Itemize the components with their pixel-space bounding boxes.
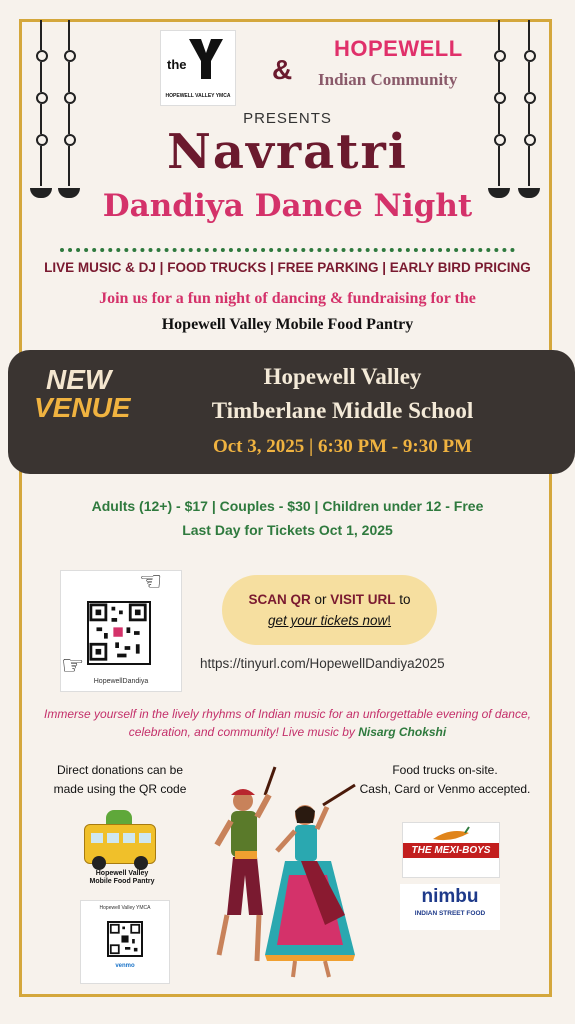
to-text: to — [395, 592, 411, 607]
ticket-qr-card[interactable] — [60, 567, 182, 692]
venmo-qr-card[interactable] — [80, 900, 170, 984]
food-trucks-line-1: Food trucks on-site. — [392, 763, 498, 777]
ymca-the-text: the — [167, 57, 187, 72]
donation-line-2: made using the QR code — [53, 782, 187, 796]
nimbu-subtitle: INDIAN STREET FOOD — [414, 910, 486, 917]
food-trucks-line-2: Cash, Card or Venmo accepted. — [359, 782, 531, 796]
nimbu-text: nimbu — [421, 886, 479, 907]
features-line: LIVE MUSIC & DJ | FOOD TRUCKS | FREE PARKING | EARLY BIRD PRICING — [44, 260, 531, 275]
produce-icon — [106, 810, 132, 824]
event-datetime: Oct 3, 2025 | 6:30 PM - 9:30 PM — [212, 436, 473, 457]
beneficiary-text: Hopewell Valley Mobile Food Pantry — [161, 316, 414, 333]
join-text: Join us for a fun night of dancing & fundraising for the — [99, 290, 476, 307]
artist-name: Nisarg Chokshi — [358, 725, 447, 739]
ymca-caption: HOPEWELL VALLEY YMCA — [165, 93, 231, 99]
dancers-illustration — [205, 765, 375, 985]
get-tickets-button[interactable] — [222, 575, 437, 645]
venmo-label: venmo — [115, 963, 135, 969]
donation-line-1: Direct donations can be — [56, 763, 184, 777]
event-title: Navratri — [167, 124, 408, 180]
donation-note — [30, 761, 210, 799]
dotted-divider — [60, 248, 515, 252]
get-tickets-line — [222, 613, 437, 628]
ymca-logo — [160, 30, 236, 106]
ticket-deadline: Last Day for Tickets Oct 1, 2025 — [182, 522, 393, 538]
ymca-y-icon — [189, 37, 223, 81]
hopewell-logo-text: HOPEWELL — [334, 36, 463, 61]
venmo-qr-icon — [107, 921, 143, 957]
ticket-prices: Adults (12+) - $17 | Couples - $30 | Children under 12 - Free — [91, 498, 484, 514]
pointing-hand-icon: ☞ — [61, 651, 85, 681]
food-pantry-logo — [72, 806, 172, 886]
chili-pepper-icon — [431, 825, 471, 843]
description-body: Immerse yourself in the lively rhyhms of Indian music for an unforgettable evening of dance, celebration, and community! Live music by — [44, 707, 531, 739]
new-label: NEW — [46, 364, 112, 395]
scan-line — [222, 592, 437, 607]
pointing-hand-icon: ☜ — [139, 567, 163, 597]
scan-qr-text: SCAN QR — [248, 592, 311, 607]
mexi-boys-logo — [402, 822, 500, 878]
food-pantry-caption — [72, 870, 172, 886]
qr-code-icon — [87, 601, 151, 665]
or-text: or — [310, 592, 331, 607]
venmo-title: Hopewell Valley YMCA — [99, 905, 151, 911]
ticket-url-link[interactable]: https://tinyurl.com/HopewellDandiya2025 — [200, 656, 445, 671]
venue-label: VENUE — [34, 392, 131, 423]
visit-url-text: VISIT URL — [330, 592, 396, 607]
description-text — [30, 705, 545, 741]
venue-line-1: Hopewell Valley — [263, 364, 422, 389]
indian-community-text: Indian Community — [318, 70, 458, 89]
qr-caption: HopewellDandiya — [93, 678, 149, 685]
wheel-icon — [92, 856, 106, 870]
food-pantry-caption-1: Hopewell Valley — [95, 870, 149, 877]
venue-line-2: Timberlane Middle School — [211, 398, 474, 423]
exclamation: ! — [387, 613, 392, 628]
event-subtitle: Dandiya Dance Night — [102, 188, 473, 224]
nimbu-logo — [400, 884, 500, 930]
mexi-boys-text: THE MEXI-BOYS — [403, 843, 499, 858]
wheel-icon — [134, 856, 148, 870]
food-pantry-caption-2: Mobile Food Pantry — [89, 878, 155, 885]
presents-text: PRESENTS — [243, 110, 332, 127]
ampersand: & — [272, 54, 293, 85]
get-tickets-text: get your tickets now — [267, 613, 388, 628]
